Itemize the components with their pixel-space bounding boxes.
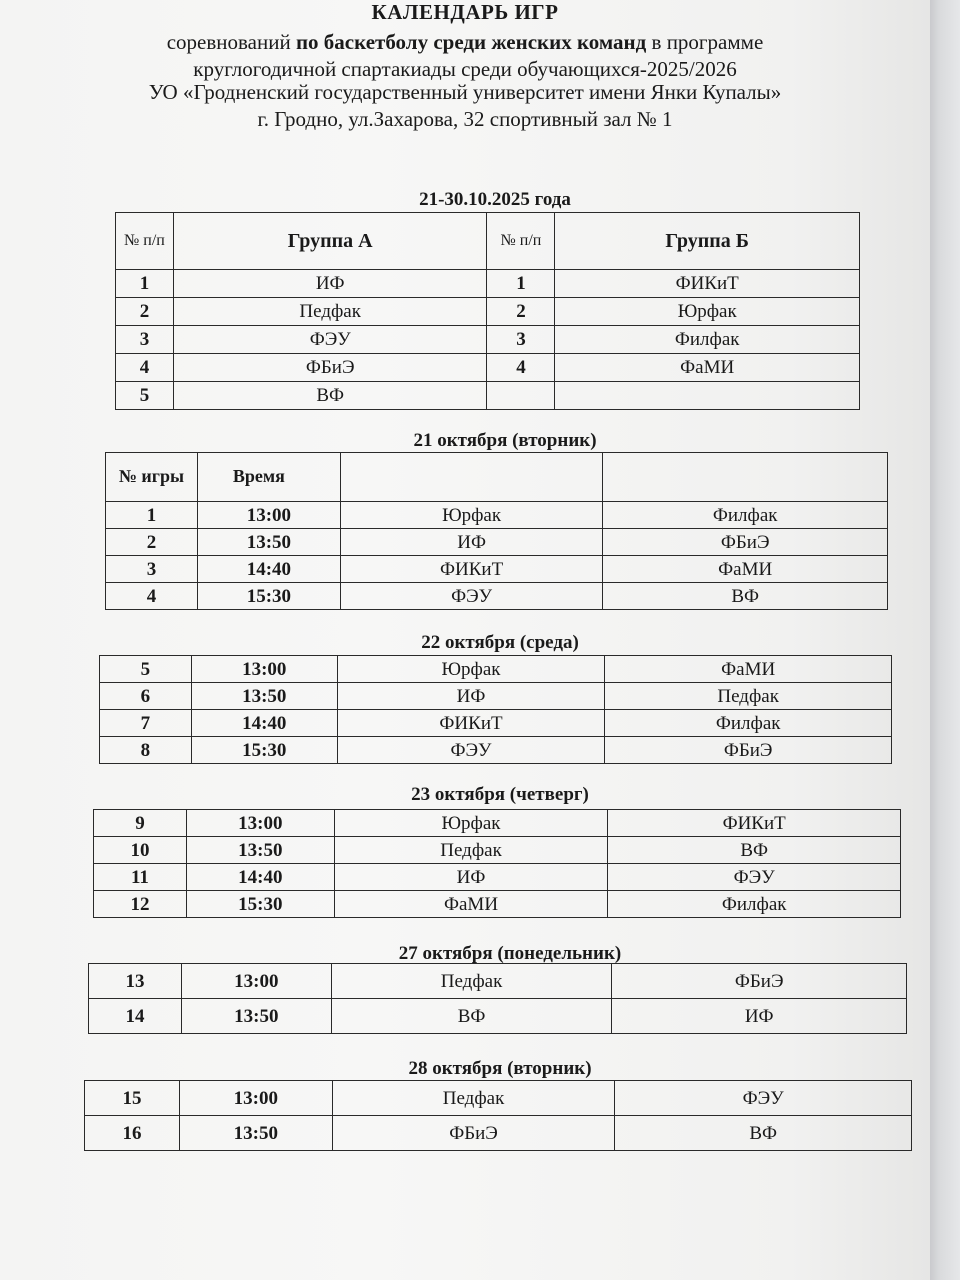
game-time: 13:50 — [179, 1116, 332, 1151]
groups-period-title: 21-30.10.2025 года — [419, 189, 571, 210]
subtitle-line-1: соревнований по баскетболу среди женских команд в программе — [166, 30, 764, 54]
group-b-team: ФИКиТ — [555, 270, 860, 298]
home-team: ФЭУ — [340, 583, 603, 610]
day-title: 22 октября (среда) — [421, 632, 579, 653]
game-row — [100, 737, 892, 764]
home-team: Юрфак — [340, 502, 603, 529]
game-number: 15 — [85, 1081, 180, 1116]
game-time: 13:00 — [181, 964, 331, 999]
away-team: ФБиЭ — [603, 529, 888, 556]
group-b-title: Группа Б — [555, 213, 860, 270]
game-row — [94, 864, 901, 891]
day-schedule-table — [99, 655, 892, 764]
home-team: Педфак — [331, 964, 612, 999]
game-row — [94, 837, 901, 864]
game-time: 13:00 — [179, 1081, 332, 1116]
group-a-num: 2 — [116, 298, 174, 326]
group-a-num: 5 — [116, 382, 174, 410]
game-time: 13:50 — [191, 683, 337, 710]
game-time: 13:00 — [191, 656, 337, 683]
away-team: Филфак — [608, 891, 901, 918]
group-b-team: Юрфак — [555, 298, 860, 326]
subtitle-line-4: г. Гродно, ул.Захарова, 32 спортивный зал № 1 — [257, 107, 673, 131]
group-b-num: 3 — [487, 326, 555, 354]
day-schedule-table — [105, 452, 888, 610]
away-team: ФИКиТ — [608, 810, 901, 837]
game-number: 13 — [89, 964, 182, 999]
groups-row — [116, 270, 860, 298]
away-team: ФБиЭ — [605, 737, 892, 764]
group-b-num — [487, 382, 555, 410]
game-time: 13:00 — [197, 502, 340, 529]
game-time: 13:50 — [197, 529, 340, 556]
game-number: 5 — [100, 656, 192, 683]
game-number: 3 — [106, 556, 198, 583]
away-team: Филфак — [603, 502, 888, 529]
home-team: ВФ — [331, 999, 612, 1034]
game-row — [106, 583, 888, 610]
group-a-num: 3 — [116, 326, 174, 354]
game-row — [85, 1081, 912, 1116]
game-time: 13:00 — [186, 810, 334, 837]
away-team: Педфак — [605, 683, 892, 710]
game-row — [85, 1116, 912, 1151]
table-surface — [930, 0, 960, 1280]
group-a-team: ИФ — [173, 270, 487, 298]
game-row — [94, 891, 901, 918]
game-time: 14:40 — [186, 864, 334, 891]
group-a-title: Группа А — [173, 213, 487, 270]
day-title: 23 октября (четверг) — [411, 784, 589, 805]
away-team: ФаМИ — [603, 556, 888, 583]
away-team: ФБиЭ — [612, 964, 907, 999]
time-header: Время — [197, 453, 340, 502]
group-b-num: 1 — [487, 270, 555, 298]
home-team: ФБиЭ — [332, 1116, 615, 1151]
group-a-team: ВФ — [173, 382, 487, 410]
group-a-num: 1 — [116, 270, 174, 298]
away-team: ФЭУ — [615, 1081, 912, 1116]
day-schedule-table — [84, 1080, 912, 1151]
game-time: 15:30 — [191, 737, 337, 764]
home-team: ФИКиТ — [337, 710, 605, 737]
day-title: 27 октября (понедельник) — [398, 943, 622, 964]
away-team: ВФ — [603, 583, 888, 610]
game-row — [100, 656, 892, 683]
game-number: 2 — [106, 529, 198, 556]
game-row — [100, 683, 892, 710]
subtitle-line-2: круглогодичной спартакиады среди обучающихся-2025/2026 — [193, 57, 737, 81]
group-a-num: 4 — [116, 354, 174, 382]
home-team: Юрфак — [334, 810, 608, 837]
group-a-team: ФБиЭ — [173, 354, 487, 382]
game-number: 9 — [94, 810, 187, 837]
document-title: КАЛЕНДАРЬ ИГР — [371, 0, 559, 24]
away-team: Филфак — [605, 710, 892, 737]
home-team: ФИКиТ — [340, 556, 603, 583]
subtitle-line-3: УО «Гродненский государственный университет имени Янки Купалы» — [148, 80, 782, 104]
group-b-num: 4 — [487, 354, 555, 382]
game-row — [89, 999, 907, 1034]
game-number: 4 — [106, 583, 198, 610]
game-number: 14 — [89, 999, 182, 1034]
day-schedule-table — [93, 809, 901, 918]
home-team: Педфак — [332, 1081, 615, 1116]
game-number: 11 — [94, 864, 187, 891]
group-b-num: 2 — [487, 298, 555, 326]
group-b-team — [555, 382, 860, 410]
groups-table — [115, 212, 860, 410]
game-row — [106, 556, 888, 583]
groups-row — [116, 354, 860, 382]
group-b-num-header: № п/п — [487, 213, 555, 270]
group-a-team: ФЭУ — [173, 326, 487, 354]
away-team: ВФ — [615, 1116, 912, 1151]
game-number: 16 — [85, 1116, 180, 1151]
day-title: 21 октября (вторник) — [413, 430, 597, 451]
game-number: 1 — [106, 502, 198, 529]
away-team: ВФ — [608, 837, 901, 864]
groups-row — [116, 326, 860, 354]
game-number: 10 — [94, 837, 187, 864]
game-row — [94, 810, 901, 837]
home-team-header — [340, 453, 603, 502]
game-number: 6 — [100, 683, 192, 710]
groups-row — [116, 382, 860, 410]
home-team: Юрфак — [337, 656, 605, 683]
day-title: 28 октября (вторник) — [408, 1058, 592, 1079]
groups-row — [116, 298, 860, 326]
away-team: ФЭУ — [608, 864, 901, 891]
game-number-header: № игры — [106, 453, 198, 502]
away-team-header — [603, 453, 888, 502]
groups-header-row — [116, 213, 860, 270]
away-team: ИФ — [612, 999, 907, 1034]
group-b-team: ФаМИ — [555, 354, 860, 382]
group-a-team: Педфак — [173, 298, 487, 326]
game-time: 14:40 — [191, 710, 337, 737]
game-time: 13:50 — [181, 999, 331, 1034]
game-time: 14:40 — [197, 556, 340, 583]
home-team: ФЭУ — [337, 737, 605, 764]
game-row — [100, 710, 892, 737]
home-team: Педфак — [334, 837, 608, 864]
game-time: 13:50 — [186, 837, 334, 864]
home-team: ИФ — [340, 529, 603, 556]
game-number: 8 — [100, 737, 192, 764]
game-number: 12 — [94, 891, 187, 918]
game-row — [106, 529, 888, 556]
group-b-team: Филфак — [555, 326, 860, 354]
home-team: ФаМИ — [334, 891, 608, 918]
game-time: 15:30 — [197, 583, 340, 610]
game-number: 7 — [100, 710, 192, 737]
schedule-header-row — [106, 453, 888, 502]
group-a-num-header: № п/п — [116, 213, 174, 270]
day-schedule-table — [88, 963, 907, 1034]
home-team: ИФ — [334, 864, 608, 891]
game-row — [89, 964, 907, 999]
game-row — [106, 502, 888, 529]
away-team: ФаМИ — [605, 656, 892, 683]
home-team: ИФ — [337, 683, 605, 710]
game-time: 15:30 — [186, 891, 334, 918]
